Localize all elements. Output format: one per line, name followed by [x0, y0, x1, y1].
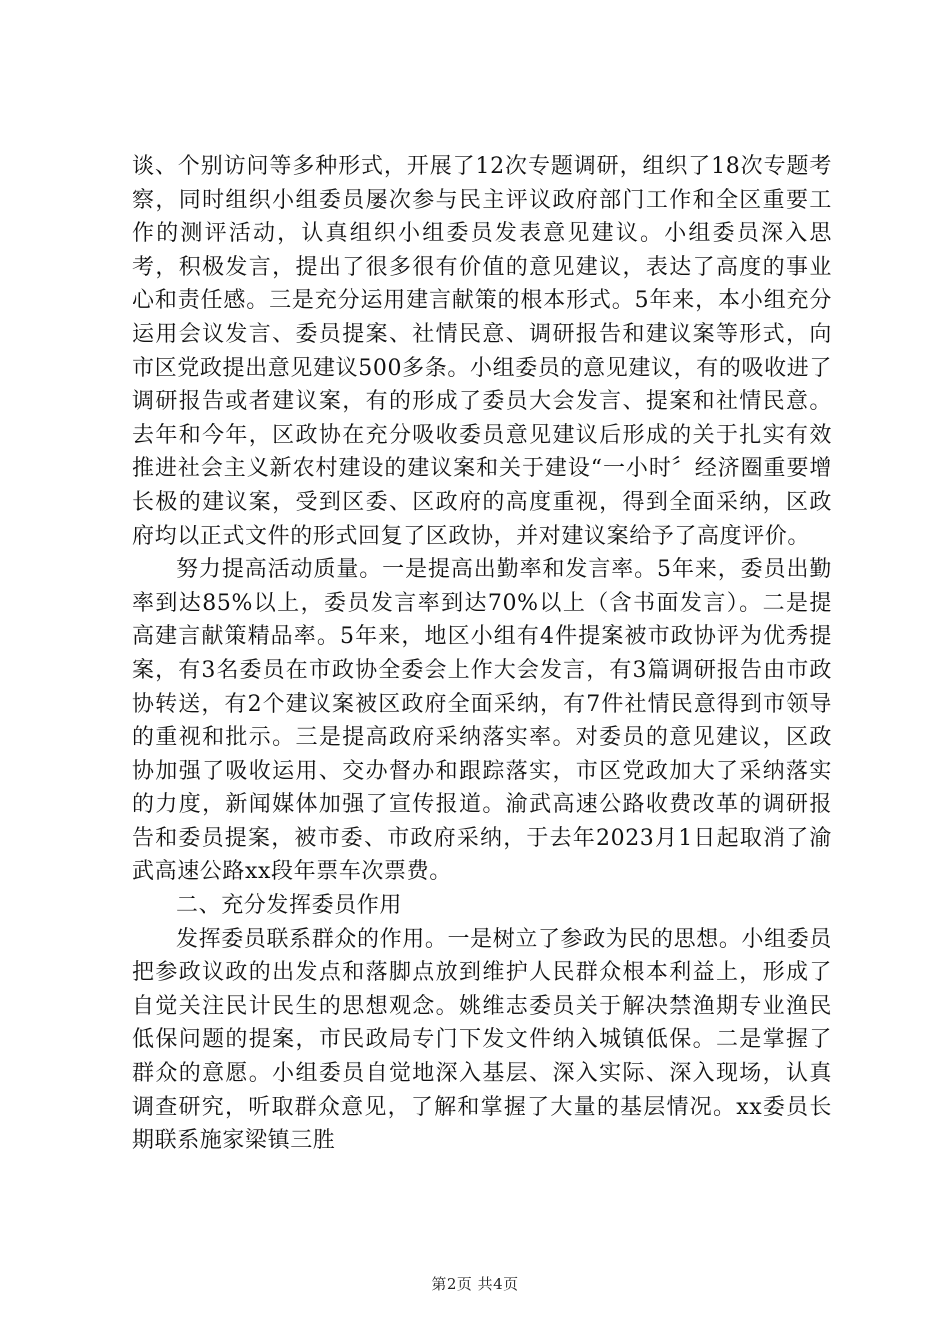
- page-number-footer: 第2页 共4页: [431, 1275, 519, 1293]
- paragraph-3: 发挥委员联系群众的作用。一是树立了参政为民的思想。小组委员把参政议政的出发点和落脚点放到维护人民群众根本利益上，形成了自觉关注民计民生的思想观念。姚维志委员关于解决禁渔期专业渔民低保问题的提案，市民政局专门下发文件纳入城镇低保。二是掌握了群众的意愿。小组委员自觉地深入基层、深入实际、深入现场，认真调查研究，听取群众意见，了解和掌握了大量的基层情况。xx委员长期联系施家梁镇三胜: [132, 926, 832, 1154]
- section-heading: 二、充分发挥委员作用: [176, 893, 403, 919]
- paragraph-1: 谈、个别访问等多种形式，开展了12次专题调研，组织了18次专题考察，同时组织小组委员屡次参与民主评议政府部门工作和全区重要工作的测评活动，认真组织小组委员发表意见建议。小组委员深入思考，积极发言，提出了很多很有价值的意见建议，表达了高度的事业心和责任感。三是充分运用建言献策的根本形式。5年来，本小组充分运用会议发言、委员提案、社情民意、调研报告和建议案等形式，向市区党政提出意见建议500多条。小组委员的意见建议，有的吸收进了调研报告或者建议案，有的形成了委员大会发言、提案和社情民意。去年和今年，区政协在充分吸收委员意见建议后形成的关于扎实有效推进社会主义新农村建设的建议案和关于建设“一小时〞经济圈重要增长极的建议案，受到区委、区政府的高度重视，得到全面采纳，区政府均以正式文件的形式回复了区政协，并对建议案给予了高度评价。: [132, 154, 832, 549]
- paragraph-2: 努力提高活动质量。一是提高出勤率和发言率。5年来，委员出勤率到达85%以上，委员发言率到达70%以上（含书面发言）。二是提高建言献策精品率。5年来，地区小组有4件提案被市政协评为优秀提案，有3名委员在市政协全委会上作大会发言，有3篇调研报告由市政协转送，有2个建议案被区政府全面采纳，有7件社情民意得到市领导的重视和批示。三是提高政府采纳落实率。对委员的意见建议，区政协加强了吸收运用、交办督办和跟踪落实，市区党政加大了采纳落实的力度，新闻媒体加强了宣传报道。渝武高速公路收费改革的调研报告和委员提案，被市委、市政府采纳，于去年2023月1日起取消了渝武高速公路xx段年票车次票费。: [132, 557, 832, 885]
- document-body: [132, 150, 832, 1158]
